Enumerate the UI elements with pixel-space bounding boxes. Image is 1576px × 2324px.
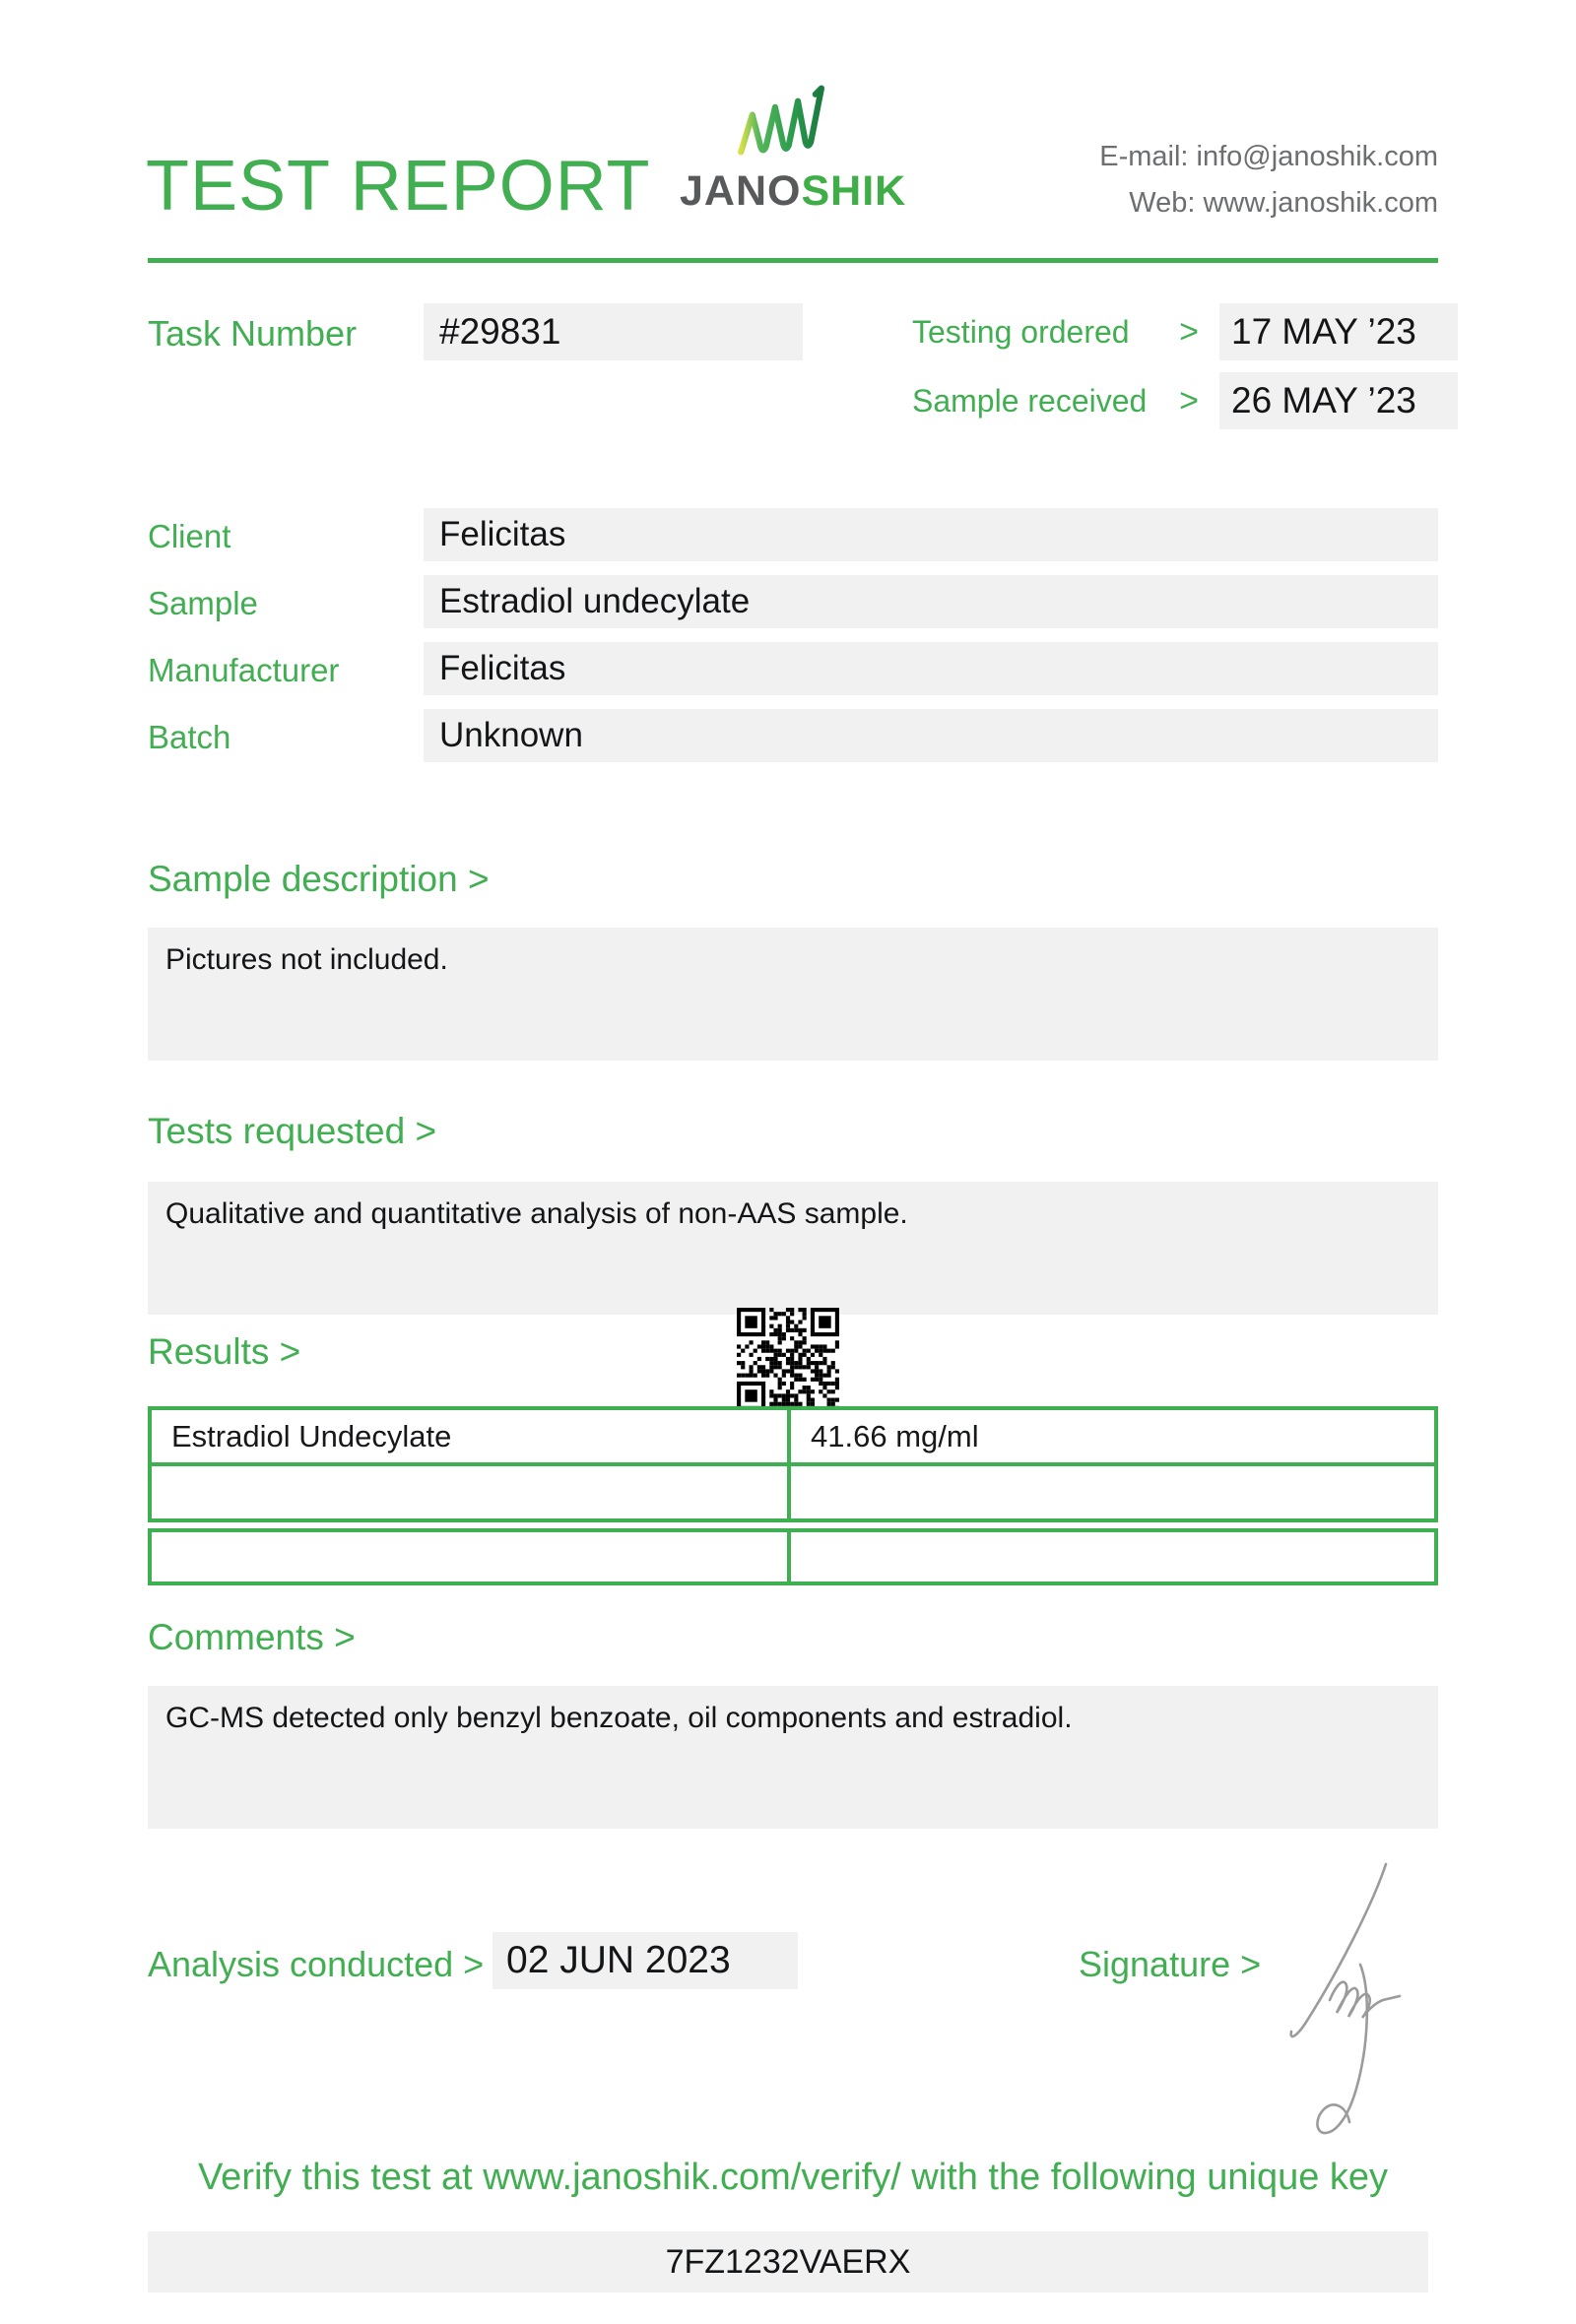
batch-label: Batch [148, 719, 231, 755]
contact-email: E-mail: info@janoshik.com [1099, 141, 1438, 172]
sample-label: Sample [148, 585, 258, 621]
table-row [148, 1406, 1438, 1466]
trend-chart-icon [735, 75, 841, 165]
client-value: Felicitas [424, 508, 1438, 561]
contact-block [1099, 134, 1438, 226]
sample-description-box: Pictures not included. [148, 928, 1438, 1061]
analysis-conducted-label: Analysis conducted > [148, 1944, 485, 1984]
testing-ordered-value: 17 MAY ’23 [1219, 303, 1458, 360]
qr-code [737, 1308, 839, 1410]
batch-value: Unknown [424, 709, 1438, 762]
tests-requested-box: Qualitative and quantitative analysis of non-AAS sample. [148, 1182, 1438, 1315]
result-analyte [152, 1532, 791, 1582]
result-value [791, 1532, 1434, 1582]
testing-ordered-label: Testing ordered [912, 313, 1130, 350]
comments-box: GC-MS detected only benzyl benzoate, oil components and estradiol. [148, 1686, 1438, 1829]
client-label: Client [148, 518, 231, 554]
testing-ordered-row [912, 303, 1458, 360]
contact-web: Web: www.janoshik.com [1129, 187, 1438, 219]
comments-heading: Comments > [148, 1617, 356, 1657]
results-table [148, 1406, 1438, 1585]
page-title: TEST REPORT [146, 147, 651, 226]
brand-wordmark [680, 167, 906, 216]
sample-received-row [912, 372, 1458, 429]
table-row [148, 1528, 1438, 1585]
sample-description-heading: Sample description > [148, 859, 490, 899]
sample-received-value: 26 MAY ’23 [1219, 372, 1458, 429]
chevron-right-icon: > [1179, 312, 1199, 351]
verify-instruction: Verify this test at www.janoshik.com/verify/ with the following unique key [197, 2157, 1389, 2198]
table-row [148, 1462, 1438, 1522]
task-number-label: Task Number [148, 313, 358, 354]
signature-label: Signature > [1079, 1944, 1262, 1984]
verify-key: 7FZ1232VAERX [148, 2231, 1428, 2292]
brand-right: SHIK [801, 167, 907, 215]
manufacturer-label: Manufacturer [148, 652, 340, 688]
header-divider [148, 258, 1438, 263]
sample-value: Estradiol undecylate [424, 575, 1438, 628]
brand-left: JANO [680, 167, 802, 215]
task-number-value: #29831 [424, 303, 803, 360]
results-heading: Results > [148, 1331, 301, 1372]
result-value [791, 1466, 1434, 1518]
signature-image [1276, 1854, 1453, 2140]
result-analyte: Estradiol Undecylate [152, 1410, 791, 1462]
sample-received-label: Sample received [912, 382, 1148, 419]
chevron-right-icon: > [1179, 381, 1199, 420]
result-analyte [152, 1466, 791, 1518]
result-value: 41.66 mg/ml [811, 1418, 979, 1453]
tests-requested-heading: Tests requested > [148, 1111, 437, 1151]
analysis-date: 02 JUN 2023 [492, 1932, 798, 1989]
manufacturer-value: Felicitas [424, 642, 1438, 695]
